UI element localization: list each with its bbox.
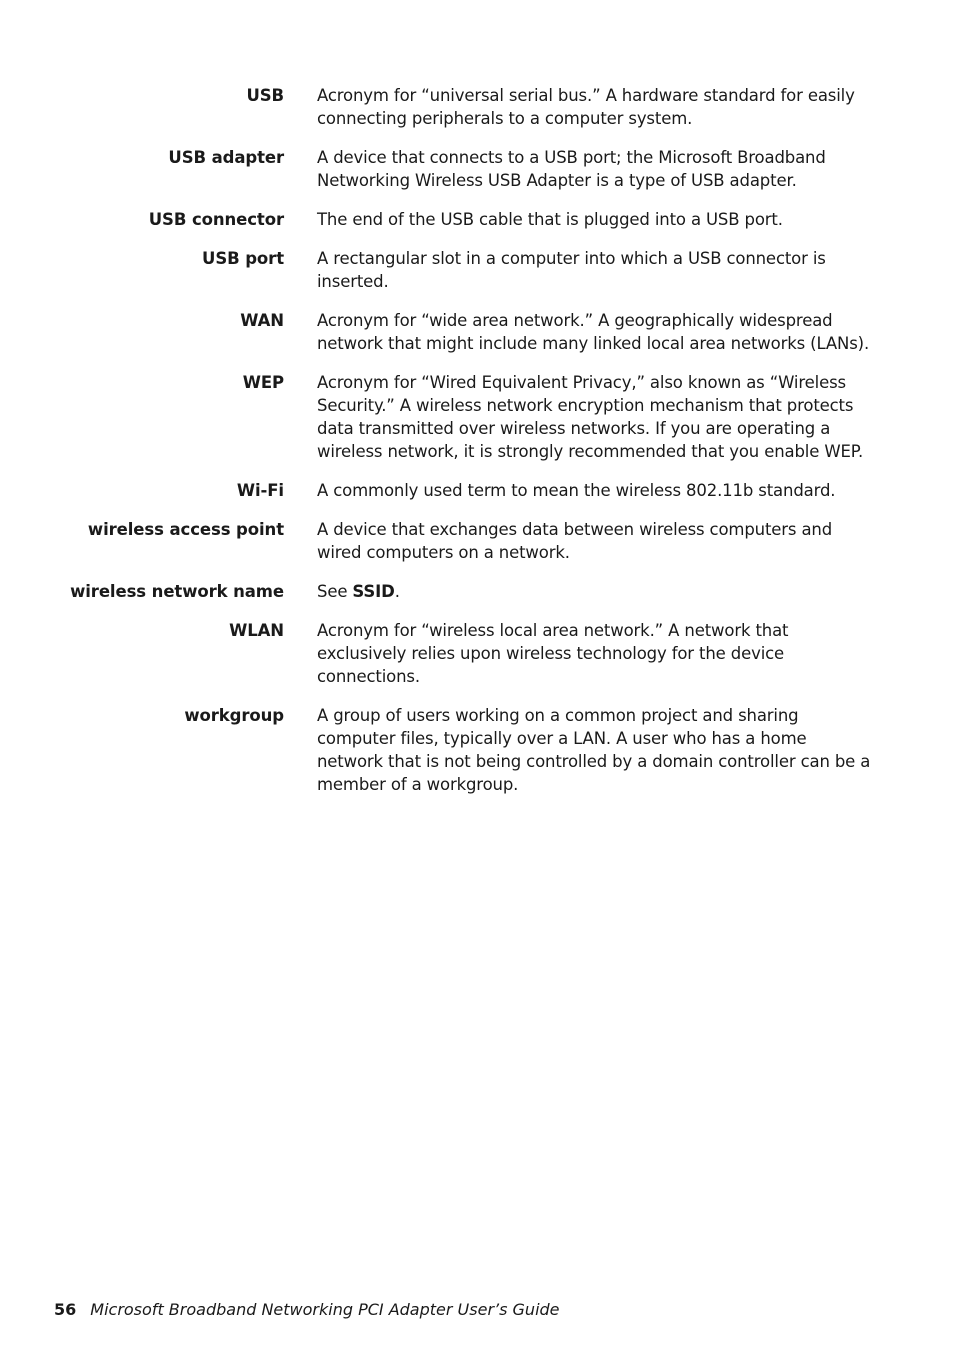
glossary-term: WAN (240, 311, 284, 330)
glossary-term: wireless network name (70, 582, 284, 601)
glossary-definition: The end of the USB cable that is plugged into a USB port. (317, 210, 783, 229)
glossary-term: USB port (202, 249, 284, 268)
glossary-definition: A group of users working on a common project and sharing computer files, typically over a LAN. A user who has a home network that is not being controlled by a domain controller can be a member of a workgroup. (317, 706, 871, 794)
glossary-definition: A rectangular slot in a computer into which a USB connector is inserted. (317, 249, 826, 291)
glossary-entry-usb-connector (0, 208, 954, 231)
glossary-entry-wireless-access-point (0, 518, 954, 564)
glossary-entry-workgroup (0, 704, 954, 796)
glossary-term: wireless access point (87, 520, 284, 539)
glossary-term: WEP (242, 373, 284, 392)
glossary-entry-wep (0, 371, 954, 463)
glossary-definition: A device that connects to a USB port; the Microsoft Broadband Networking Wireless USB Adapter is a type of USB adapter. (317, 148, 826, 190)
page-number: 56 (54, 1300, 77, 1319)
glossary-entry-usb (0, 84, 954, 130)
glossary-definition: A commonly used term to mean the wireless 802.11b standard. (317, 481, 836, 500)
glossary-term: Wi-Fi (236, 481, 284, 500)
glossary-entry-usb-adapter (0, 146, 954, 192)
glossary-list (0, 84, 954, 812)
glossary-term: USB connector (148, 210, 284, 229)
glossary-term: WLAN (229, 621, 284, 640)
glossary-definition: Acronym for “Wired Equivalent Privacy,” also known as “Wireless Security.” A wireless network encryption mechanism that protects data transmitted over wireless networks. If you are operating a wireless network, it is strongly recommended that you enable WEP. (317, 373, 864, 461)
glossary-definition: Acronym for “wireless local area network.” A network that exclusively relies upon wireless technology for the device connections. (317, 621, 789, 686)
glossary-definition: Acronym for “universal serial bus.” A hardware standard for easily connecting peripherals to a computer system. (317, 86, 855, 128)
glossary-term: USB (246, 86, 284, 105)
page-footer (54, 1299, 560, 1321)
glossary-entry-wan (0, 309, 954, 355)
glossary-definition: Acronym for “wide area network.” A geographically widespread network that might include many linked local area networks (LANs). (317, 311, 870, 353)
definition-suffix: . (394, 582, 400, 601)
glossary-definition: A device that exchanges data between wireless computers and wired computers on a network. (317, 520, 833, 562)
glossary-term: USB adapter (168, 148, 284, 167)
glossary-term: workgroup (184, 706, 284, 725)
see-prefix: See (317, 582, 353, 601)
guide-title: Microsoft Broadband Networking PCI Adapter User’s Guide (90, 1300, 560, 1319)
glossary-entry-usb-port (0, 247, 954, 293)
glossary-entry-wlan (0, 619, 954, 688)
cross-reference-ssid: SSID (352, 582, 395, 601)
glossary-definition (317, 580, 877, 603)
glossary-entry-wireless-network-name (0, 580, 954, 603)
glossary-entry-wi-fi (0, 479, 954, 502)
